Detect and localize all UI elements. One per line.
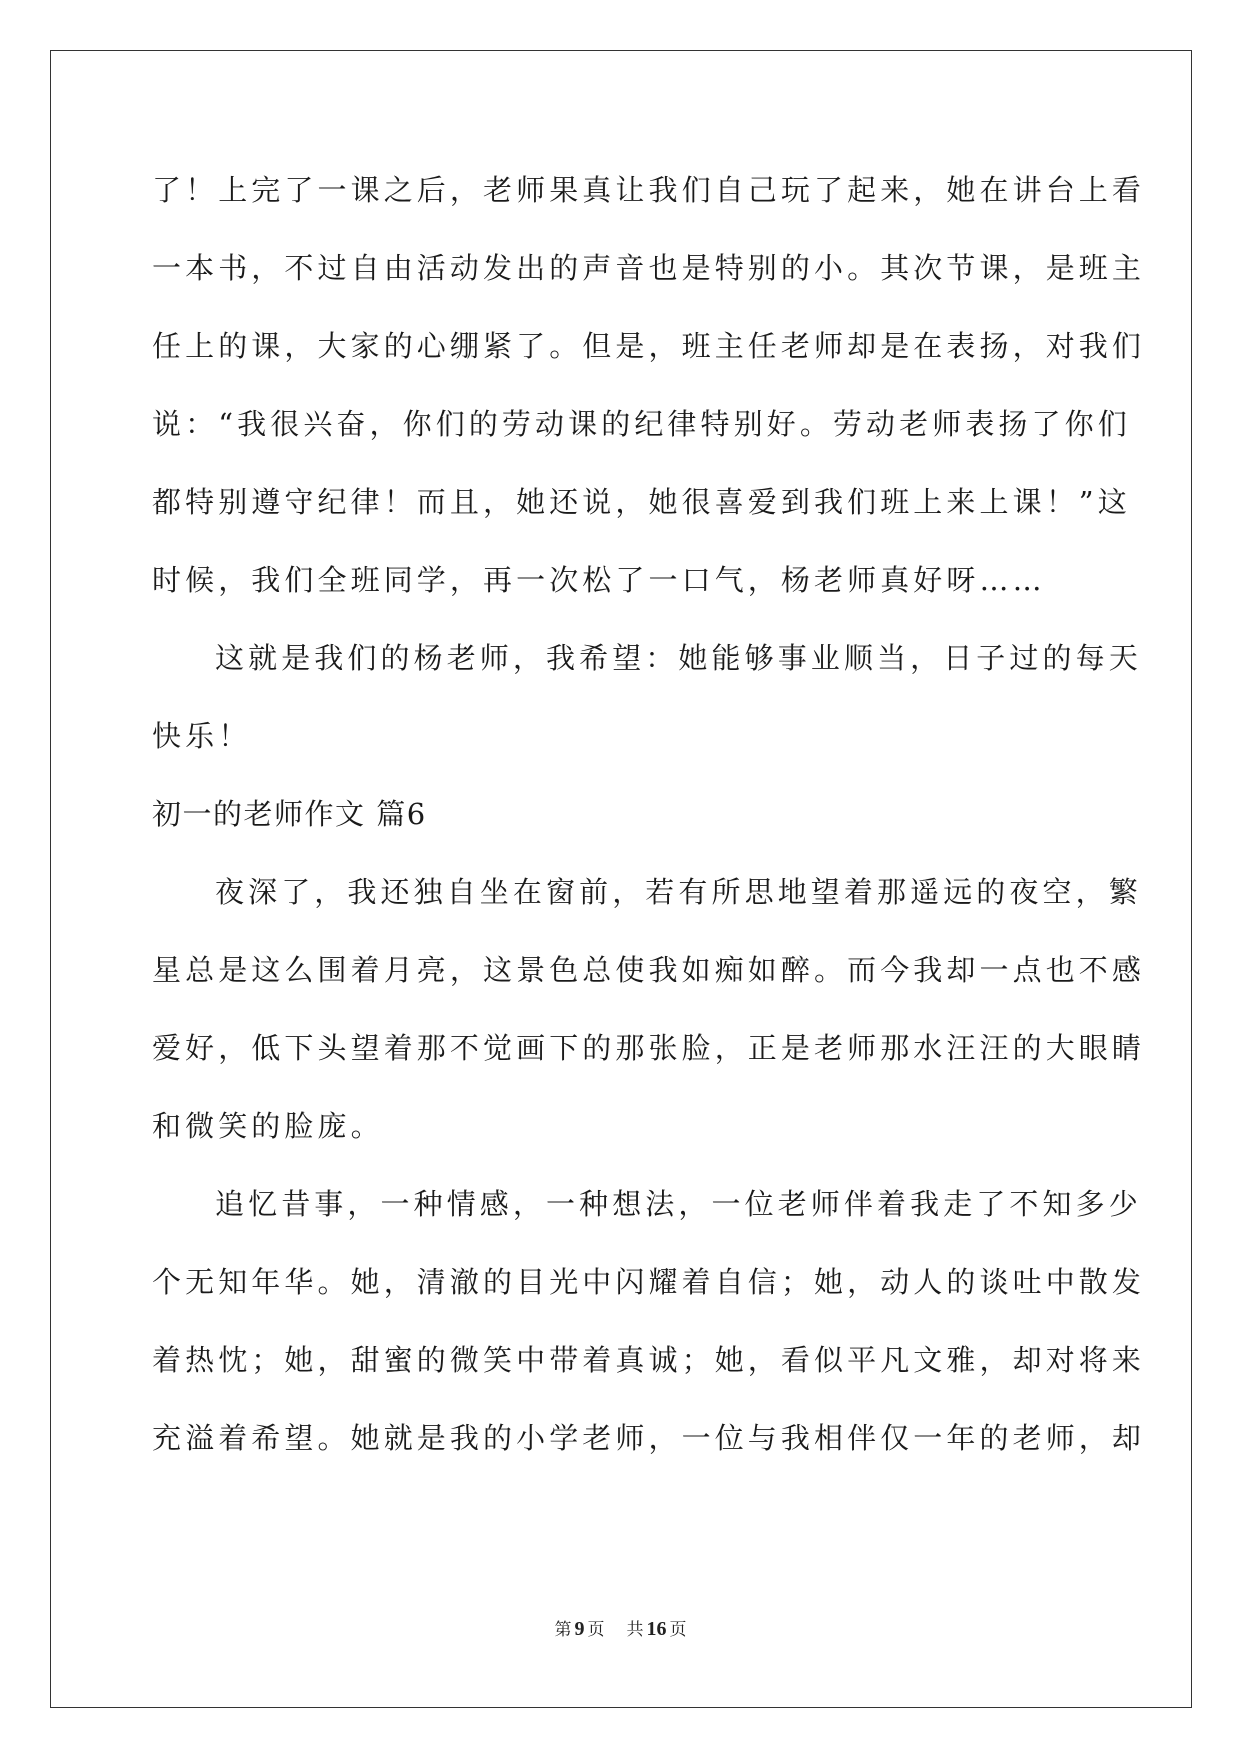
text-line-16: 着热忱；她，甜蜜的微笑中带着真诚；她，看似平凡文雅，却对将来 <box>152 1343 1146 1377</box>
total-suffix: 页 <box>669 1620 687 1640</box>
text-line-4: 说：“我很兴奋，你们的劳动课的纪律特别好。劳动老师表扬了你们 <box>152 407 1131 441</box>
text-line-10: 夜深了，我还独自坐在窗前，若有所思地望着那遥远的夜空，繁 <box>215 875 1142 909</box>
page-prefix: 第 <box>554 1620 572 1640</box>
total-prefix: 共 <box>626 1620 644 1640</box>
text-line-8: 快乐！ <box>152 719 252 753</box>
text-line-2: 一本书，不过自由活动发出的声音也是特别的小。其次节课，是班主 <box>152 251 1146 285</box>
text-line-14: 追忆昔事，一种情感，一种想法，一位老师伴着我走了不知多少 <box>215 1187 1142 1221</box>
text-line-17: 充溢着希望。她就是我的小学老师，一位与我相伴仅一年的老师，却 <box>152 1421 1146 1455</box>
text-line-15: 个无知年华。她，清澈的目光中闪耀着自信；她，动人的谈吐中散发 <box>152 1265 1146 1299</box>
total-pages: 16 <box>646 1618 667 1640</box>
text-line-6: 时候，我们全班同学，再一次松了一口气，杨老师真好呀…… <box>152 563 1046 597</box>
page-number: 9 <box>574 1618 585 1640</box>
text-line-1: 了！上完了一课之后，老师果真让我们自己玩了起来，她在讲台上看 <box>152 173 1146 207</box>
text-line-7: 这就是我们的杨老师，我希望：她能够事业顺当，日子过的每天 <box>215 641 1142 675</box>
text-line-12: 爱好，低下头望着那不觉画下的那张脸，正是老师那水汪汪的大眼睛 <box>152 1031 1146 1065</box>
text-line-3: 任上的课，大家的心绷紧了。但是，班主任老师却是在表扬，对我们 <box>152 329 1146 363</box>
document-body <box>152 162 1146 1488</box>
text-line-13: 和微笑的脸庞。 <box>152 1109 384 1143</box>
text-line-11: 星总是这么围着月亮，这景色总使我如痴如醉。而今我却一点也不感 <box>152 953 1146 987</box>
page-footer <box>0 1617 1241 1642</box>
text-line-5: 都特别遵守纪律！而且，她还说，她很喜爱到我们班上来上课！”这 <box>152 485 1131 519</box>
page-suffix: 页 <box>587 1620 605 1640</box>
section-heading: 初一的老师作文 篇6 <box>152 797 427 831</box>
